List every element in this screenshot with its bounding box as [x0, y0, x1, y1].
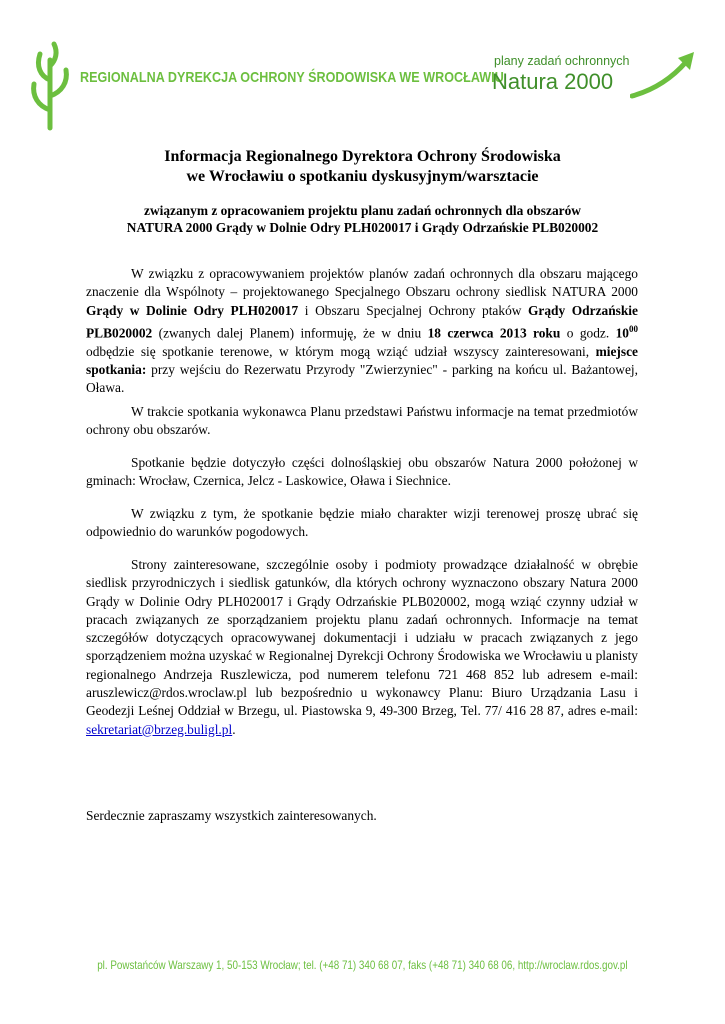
- natura-title: Natura 2000: [492, 69, 614, 94]
- organization-name: REGIONALNA DYREKCJA OCHRONY ŚRODOWISKA WE WROCŁAWIU: [80, 70, 504, 86]
- paragraph-municipalities: Spotkanie będzie dotyczyło części dolnośląskiej obu obszarów Natura 2000 położonej w gminach: Wrocław, Czernica, Jelcz - Laskowice, Oława i Siechnice.: [86, 455, 638, 489]
- closing-text: Serdecznie zapraszamy wszystkich zainteresowanych.: [86, 808, 377, 823]
- natura-subtitle: plany zadań ochronnych: [494, 54, 630, 68]
- paragraph-meeting: W związku z opracowywaniem projektów planów zadań ochronnych dla obszaru mającego znaczenie dla Wspólnoty – projektowanego Specjalnego Obszaru ochrony siedlisk NATURA 2000 Grądy w Dolinie Odry PLH020017 i Obszaru Specjalnej Ochrony ptaków Grądy Odrzańskie PLB020002 (zwanych dalej Planem) informuję, że w dniu 18 czerwca 2013 roku o godz. $10^{00}$ odbędzie się spotkanie terenowe, w którym mogą wziąć udział wszyscy zainteresowani, miejsce spotkania: przy wejściu do Rezerwatu Przyrody "Zwierzyniec" - parking na końcu ul. Bażantowej, Oława.: [86, 266, 638, 396]
- page-title-line-2: we Wrocławiu o spotkaniu dyskusyjnym/warsztacie: [186, 168, 539, 185]
- subtitle-line-2: NATURA 2000 Grądy w Dolnie Odry PLH020017 i Grądy Odrzańskie PLB020002: [126, 220, 599, 235]
- paragraph-presentation: W trakcie spotkania wykonawca Planu przedstawi Państwu informacje na temat przedmiotów ochrony obu obszarów.: [86, 404, 638, 438]
- page-title-line-1: Informacja Regionalnego Dyrektora Ochrony Środowiska: [164, 148, 561, 165]
- growth-arrow-icon: [630, 50, 698, 100]
- footer-address: pl. Powstańców Warszawy 1, 50-153 Wrocław; tel. (+48 71) 340 68 07, faks (+48 71) 340 68 06, http://wroclaw.rdos.gov.pl: [97, 958, 628, 972]
- natura-2000-logo: [470, 50, 700, 110]
- paragraph-contact: Strony zainteresowane, szczególnie osoby i podmioty prowadzące działalność w obrębie siedlisk przyrodniczych i siedlisk gatunków, dla których ochrony wyznaczono obszary Natura 2000 Grądy w Dolinie Odry PLH020017 i Grądy Odrzańskie PLB020002, mogą wziąć czynny udział w pracach związanych ze sporządzaniem projektu planu zadań ochronnych. Informacje na temat szczegółów dotyczących opracowywanej dokumentacji i udziału w pracach związanych z jego sporządzeniem można uzyskać w Regionalnej Dyrekcji Ochrony Środowiska we Wrocławiu u planisty regionalnego Andrzeja Ruszlewicza, pod numerem telefonu 721 468 852 lub adresem e-mail: aruszlewicz@rdos.wroclaw.pl lub bezpośrednio u wykonawcy Planu: Biuro Urządzania Lasu i Geodezji Leśnej Oddział w Brzegu, ul. Piastowska 9, 49-300 Brzeg, Tel. 77/ 416 28 87, adres e-mail: sekretariat@brzeg.buligl.pl.: [86, 557, 638, 737]
- subtitle-line-1: związanym z opracowaniem projektu planu zadań ochronnych dla obszarów: [144, 203, 581, 218]
- paragraph-weather: W związku z tym, że spotkanie będzie miało charakter wizji terenowej proszę ubrać się odpowiednio do warunków pogodowych.: [86, 506, 638, 540]
- email-link[interactable]: sekretariat@brzeg.buligl.pl: [86, 721, 233, 737]
- leaf-logo-icon: [28, 40, 72, 132]
